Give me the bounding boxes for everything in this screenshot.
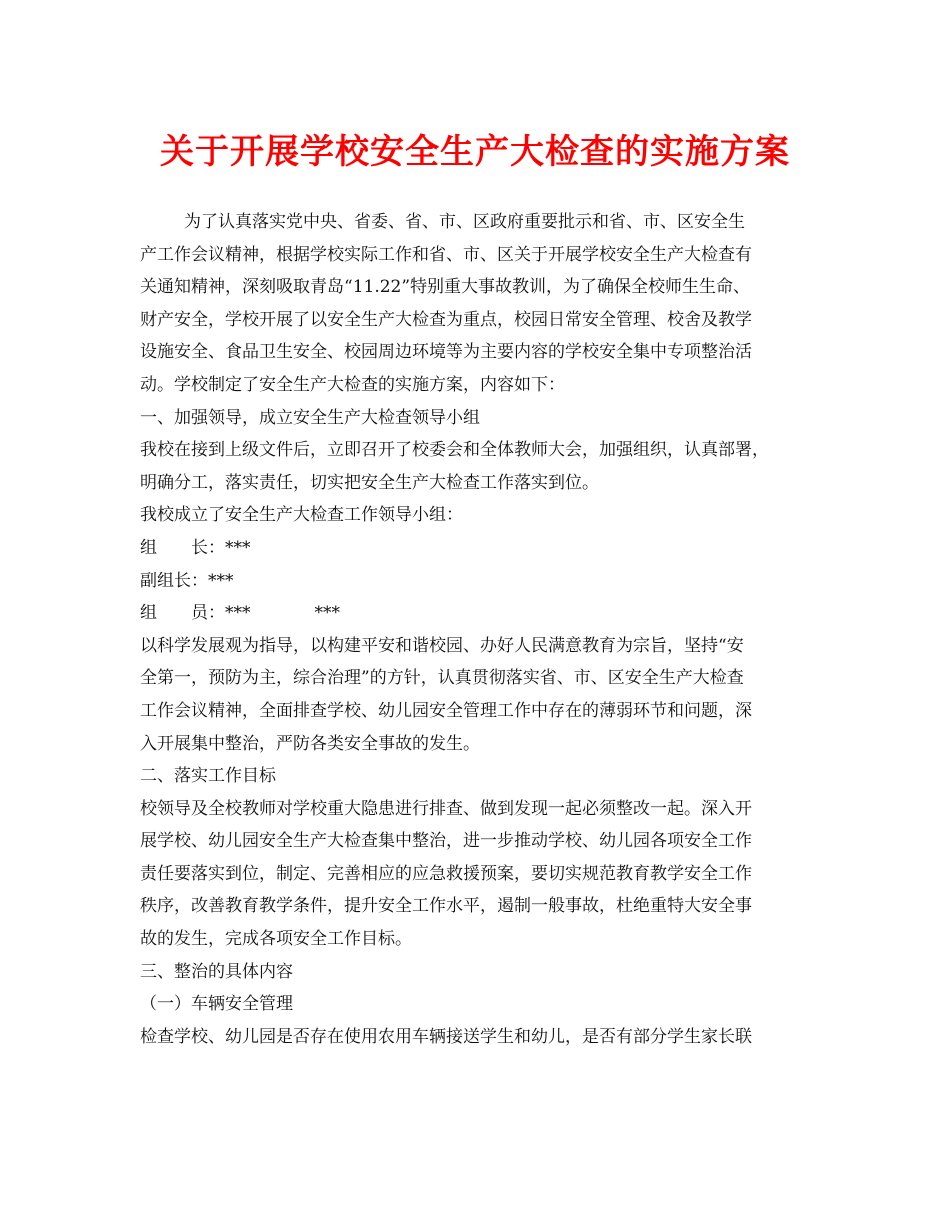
subsection1-line: 检查学校、幼儿园是否存在使用农用车辆接送学生和幼儿，是否有部分学生家长联 — [140, 1026, 752, 1047]
section-heading-1: 一、加强领导，成立安全生产大检查领导小组 — [140, 407, 480, 428]
section2-line: 责任要落实到位，制定、完善相应的应急救援预案，要切实规范教育教学安全工作 — [140, 863, 752, 884]
member-value: *** — [314, 603, 340, 624]
intro-line: 产工作会议精神，根据学校实际工作和省、市、区关于开展学校安全生产大检查有 — [140, 244, 752, 265]
member-row — [140, 597, 820, 630]
section1-tail-line: 入开展集中整治，严防各类安全事故的发生。 — [140, 733, 480, 754]
document-title: 关于开展学校安全生产大检查的实施方案 — [160, 132, 790, 172]
deputy-label: 副组长： — [140, 570, 208, 591]
leader-row — [140, 532, 820, 565]
section-heading-2: 二、落实工作目标 — [140, 766, 276, 787]
section1-tail-line: 以科学发展观为指导，以构建平安和谐校园、办好人民满意教育为宗旨，坚持“安 — [140, 635, 744, 656]
member-spacer — [251, 597, 315, 630]
section2-line: 展学校、幼儿园安全生产大检查集中整治，进一步推动学校、幼儿园各项安全工作 — [140, 831, 752, 852]
section-heading-3: 三、整治的具体内容 — [140, 961, 293, 982]
leader-label: 组 长： — [140, 537, 225, 558]
section1-tail-line: 全第一，预防为主，综合治理”的方针，认真贯彻落实省、市、区安全生产大检查 — [140, 668, 744, 689]
intro-line: 设施安全、食品卫生安全、校园周边环境等为主要内容的学校安全集中专项整治活 — [140, 342, 752, 363]
intro-line: 关通知精神，深刻吸取青岛“11.22”特别重大事故教训，为了确保全校师生生命、 — [140, 277, 751, 298]
subsection-heading-1: （一）车辆安全管理 — [140, 994, 293, 1015]
section1-line: 我校成立了安全生产大检查工作领导小组： — [140, 505, 463, 526]
member-value: *** — [225, 603, 251, 624]
intro-line: 财产安全，学校开展了以安全生产大检查为重点，校园日常安全管理、校舍及教学 — [140, 309, 752, 330]
section2-line: 故的发生，完成各项安全工作目标。 — [140, 929, 412, 950]
section1-line: 我校在接到上级文件后，立即召开了校委会和全体教师大会，加强组织，认真部署， — [140, 440, 769, 461]
deputy-value: *** — [208, 570, 234, 591]
section2-line: 校领导及全校教师对学校重大隐患进行排查、做到发现一起必须整改一起。深入开 — [140, 798, 752, 819]
section1-line: 明确分工，落实责任，切实把安全生产大检查工作落实到位。 — [140, 472, 599, 493]
section1-tail-line: 工作会议精神，全面排查学校、幼儿园安全管理工作中存在的薄弱环节和问题，深 — [140, 700, 752, 721]
member-label: 组 员： — [140, 603, 225, 624]
intro-line: 动。学校制定了安全生产大检查的实施方案，内容如下： — [140, 374, 565, 395]
document-body — [140, 206, 820, 1053]
leader-value: *** — [225, 537, 251, 558]
intro-line: 为了认真落实党中央、省委、省、市、区政府重要批示和省、市、区安全生 — [184, 212, 745, 232]
deputy-row — [140, 565, 820, 598]
section2-line: 秩序，改善教育教学条件，提升安全工作水平，遏制一般事故，杜绝重特大安全事 — [140, 896, 752, 917]
